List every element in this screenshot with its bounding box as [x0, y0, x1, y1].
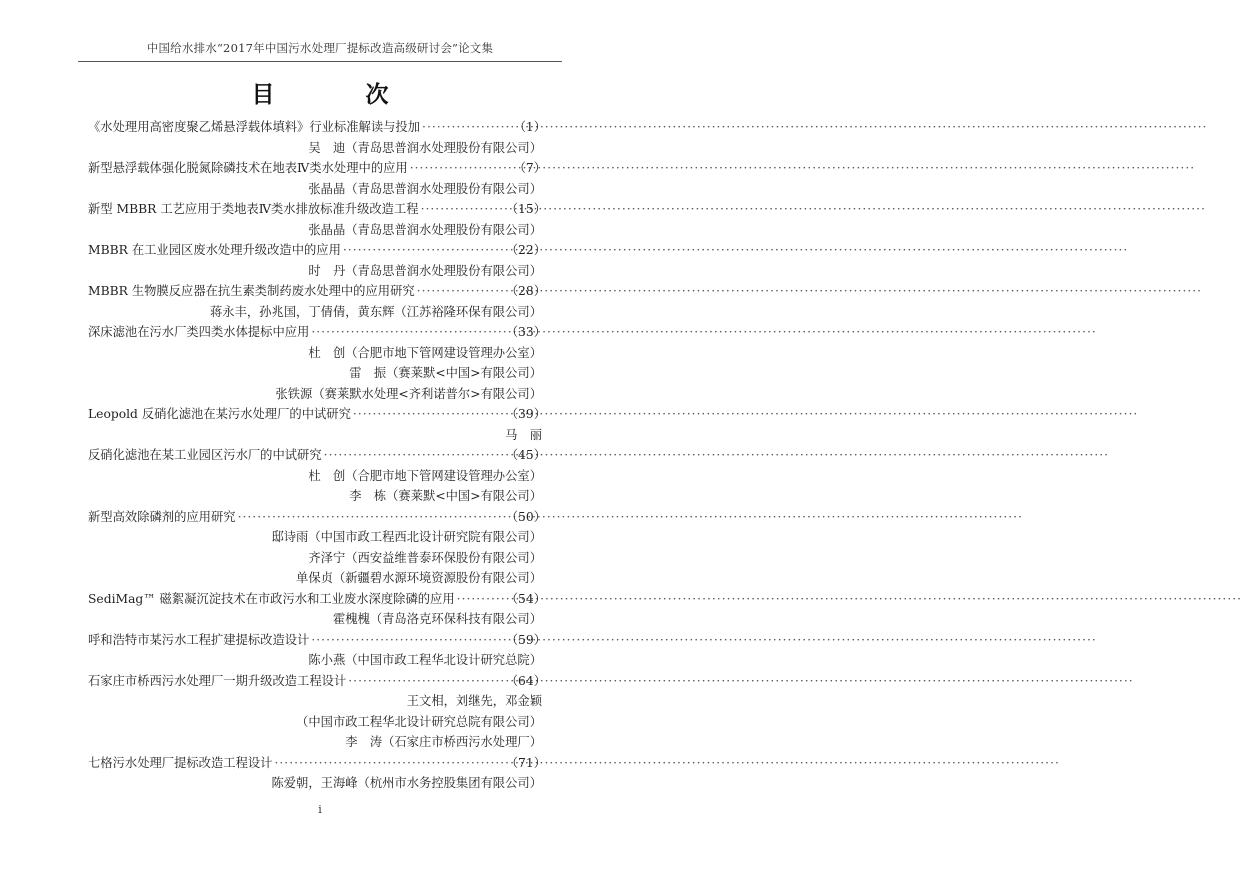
entry-author: 吴 迪（青岛思普润水处理股份有限公司）	[308, 140, 542, 155]
entry-page-number: （54）	[505, 591, 546, 606]
toc-entry[interactable]	[88, 322, 546, 343]
entry-author: 张晶晶（青岛思普润水处理股份有限公司）	[308, 181, 542, 196]
entry-page-number: （71）	[505, 755, 546, 770]
entry-author: 蒋永丰，孙兆国，丁倩倩，黄东辉（江苏裕隆环保有限公司）	[209, 304, 542, 319]
entry-author: 邸诗雨（中国市政工程西北设计研究院有限公司）	[271, 530, 542, 544]
entry-page-number: （39）	[505, 407, 546, 421]
entry-author: （中国市政工程华北设计研究总院有限公司）	[296, 714, 542, 729]
entry-title: 新型 MBBR 工艺应用于类地表Ⅳ类水排放标准升级改造工程	[88, 202, 419, 216]
toc-entry[interactable]	[88, 117, 546, 138]
dot-leader	[417, 281, 504, 302]
dot-leader	[311, 630, 503, 651]
toc-entry[interactable]	[88, 158, 546, 179]
entry-title: 石家庄市桥西污水处理厂一期升级改造工程设计	[88, 673, 347, 688]
entry-page-number: （22）	[505, 243, 546, 257]
entry-page-number: （64）	[505, 673, 546, 688]
toc-entry[interactable]	[88, 199, 546, 220]
page-number: i	[318, 803, 322, 816]
entry-page-number: （15）	[505, 202, 546, 216]
entry-author: 雷 振（赛莱默<中国>有限公司）	[349, 366, 542, 380]
toc-entry[interactable]	[88, 404, 546, 425]
entry-title: MBBR 生物膜反应器在抗生素类制药废水处理中的应用研究	[88, 284, 415, 298]
entry-page-number: （45）	[505, 448, 546, 462]
page-title: 目 次	[251, 81, 423, 108]
toc-entry[interactable]	[88, 507, 546, 528]
entry-page-number: （50）	[505, 509, 546, 524]
running-header: 中国给水排水“2017年中国污水处理厂提标改造高级研讨会”论文集	[146, 41, 494, 55]
entry-title: 深床滤池在污水厂类四类水体提标中应用	[88, 325, 310, 339]
dot-leader	[422, 117, 512, 138]
dot-leader	[421, 199, 504, 220]
entry-title: 七格污水处理厂提标改造工程设计	[88, 755, 273, 770]
entry-author: 张晶晶（青岛思普润水处理股份有限公司）	[308, 222, 542, 237]
table-of-contents	[88, 117, 546, 794]
toc-entry[interactable]	[88, 281, 546, 302]
dot-leader	[457, 589, 504, 610]
toc-entry[interactable]	[88, 445, 546, 466]
entry-author: 时 丹（青岛思普润水处理股份有限公司）	[308, 263, 542, 278]
entry-title: SediMag™ 磁絮凝沉淀技术在市政污水和工业废水深度除磷的应用	[88, 591, 455, 606]
entry-title: Leopold 反硝化滤池在某污水处理厂的中试研究	[88, 407, 351, 421]
dot-leader	[311, 322, 503, 343]
entry-page-number: （33）	[505, 325, 546, 339]
toc-entry[interactable]	[88, 240, 546, 261]
entry-page-number: （59）	[505, 632, 546, 647]
entry-page-number: （7）	[513, 161, 546, 175]
dot-leader	[353, 404, 504, 425]
entry-author: 单保贞（新疆碧水源环境资源股份有限公司）	[296, 571, 542, 585]
dot-leader	[343, 240, 504, 261]
entry-author: 张铁源（赛莱默水处理<齐利诺普尔>有限公司）	[275, 386, 542, 401]
dot-leader	[274, 753, 503, 774]
entry-title: 新型悬浮载体强化脱氮除磷技术在地表Ⅳ类水处理中的应用	[88, 161, 408, 175]
dot-leader	[410, 158, 512, 179]
entry-author: 李 栋（赛莱默<中国>有限公司）	[349, 489, 542, 503]
entry-author: 齐泽宁（西安益维普泰环保股份有限公司）	[308, 550, 542, 565]
entry-author: 霍槐槐（青岛洛克环保科技有限公司）	[332, 612, 542, 626]
entry-author: 杜 创（合肥市地下管网建设管理办公室）	[308, 468, 542, 483]
entry-title: 《水处理用高密度聚乙烯悬浮载体填料》行业标准解读与投加	[88, 120, 421, 134]
entry-author: 王文相，刘继先，邓金颖	[406, 694, 542, 708]
entry-author: 马 丽	[505, 427, 542, 442]
dot-leader	[324, 445, 504, 466]
header-divider	[78, 61, 562, 62]
entry-author: 陈爱朝，王海峰（杭州市水务控股集团有限公司）	[271, 776, 542, 790]
entry-author: 李 涛（石家庄市桥西污水处理厂）	[345, 735, 542, 749]
dot-leader	[238, 507, 504, 528]
entry-author: 陈小燕（中国市政工程华北设计研究总院）	[308, 653, 542, 667]
entry-page-number: （1）	[513, 120, 546, 134]
entry-title: 呼和浩特市某污水工程扩建提标改造设计	[88, 632, 310, 647]
toc-entry[interactable]	[88, 630, 546, 651]
entry-title: 新型高效除磷剂的应用研究	[88, 509, 236, 524]
toc-entry[interactable]	[88, 589, 546, 610]
toc-entry[interactable]	[88, 753, 546, 774]
toc-entry[interactable]	[88, 671, 546, 692]
entry-author: 杜 创（合肥市地下管网建设管理办公室）	[308, 345, 542, 360]
entry-title: MBBR 在工业园区废水处理升级改造中的应用	[88, 243, 341, 257]
entry-page-number: （28）	[505, 284, 546, 298]
entry-title: 反硝化滤池在某工业园区污水厂的中试研究	[88, 448, 322, 462]
dot-leader	[348, 671, 504, 692]
